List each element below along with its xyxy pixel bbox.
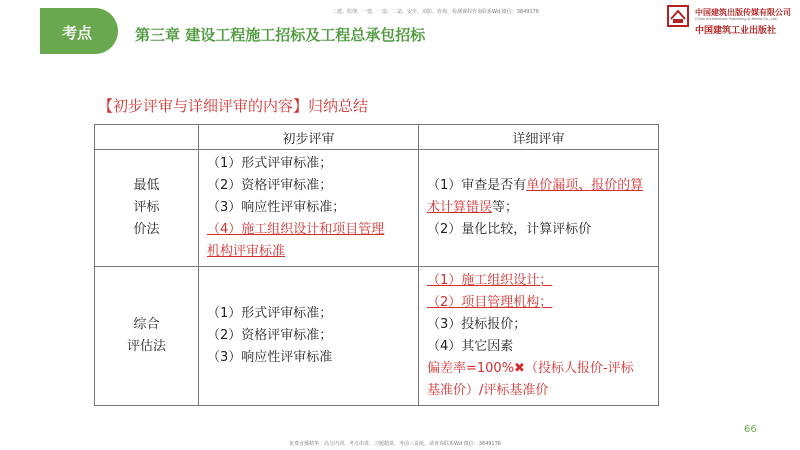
publisher-logo (667, 5, 792, 41)
comparison-table (94, 124, 659, 406)
list-item: （1）施工组织设计； (427, 273, 553, 288)
list-item: （3）响应性评审标准 (207, 350, 333, 365)
item-text: 等； (492, 200, 519, 215)
row-label-line: 最低 (133, 178, 160, 193)
chapter-title: 第三章 建设工程施工招标及工程总承包招标 (135, 26, 426, 44)
table-header-row (95, 125, 659, 150)
page-number: 66 (744, 424, 757, 435)
list-item: （4）施工组织设计和项目管理 (207, 222, 385, 237)
table-row (95, 150, 659, 267)
publisher-emblem-icon (667, 5, 689, 27)
row-label-cell (95, 150, 199, 267)
row-label-cell (95, 267, 199, 406)
row-label-line: 价法 (133, 222, 160, 237)
row-label-line: 评标 (133, 200, 160, 215)
detailed-cell (419, 267, 659, 406)
kaodian-badge: 考点 (62, 24, 93, 42)
row-label-line: 综合 (133, 317, 160, 332)
list-item: 机构评审标准 (207, 244, 286, 259)
formula-line: 偏差率=100%✖（投标人报价-评标 (427, 361, 634, 376)
list-item: （2）资格评审标准； (207, 328, 333, 343)
table-row (95, 267, 659, 406)
company-name-en: China Architecture Publishing & Media Co., Ltd. (695, 17, 778, 21)
section-title: 【初步评审与详细评审的内容】归纳总结 (98, 97, 369, 115)
list-item: （1）形式评审标准； (207, 306, 333, 321)
list-item: （3）投标报价； (427, 317, 527, 332)
list-item: （2）量化比较，计算评标价 (427, 222, 592, 237)
preliminary-cell (199, 150, 419, 267)
top-notice: 二建、监理、一建、一造、二造、安全、消防、咨询、检测课程咨询联系Wd 微信：3849176 (332, 9, 539, 15)
company-name-cn: 中国建筑出版传媒有限公司 (695, 8, 791, 17)
list-item (427, 197, 658, 219)
list-item: （1）形式评审标准； (207, 156, 333, 171)
list-item (427, 175, 658, 197)
preliminary-cell (199, 267, 419, 406)
header-preliminary: 初步评审 (199, 125, 419, 150)
list-item: （4）其它因素 (427, 339, 514, 354)
press-name-cn: 中国建筑工业出版社 (695, 26, 777, 36)
formula-line: 基准价）/评标基准价 (427, 383, 549, 398)
item-text: （1）审查是否有 (427, 178, 527, 193)
header-empty-cell (95, 125, 199, 150)
row-label-line: 评估法 (126, 339, 166, 354)
list-item: （3）响应性评审标准； (207, 200, 346, 215)
list-item: （2）资格评审标准； (207, 178, 333, 193)
header-detailed: 详细评审 (419, 125, 659, 150)
highlight-text: 术计算错误 (427, 200, 493, 215)
detailed-cell (419, 150, 659, 267)
list-item: （2）项目管理机构； (427, 295, 553, 310)
bottom-notice: 免费直播精华、高分内训、考点串讲、习题精讲、考前三页纸，请查询联系Wd 微信：3849176 (289, 441, 501, 447)
highlight-text: 单价漏项、报价的算 (526, 178, 644, 193)
